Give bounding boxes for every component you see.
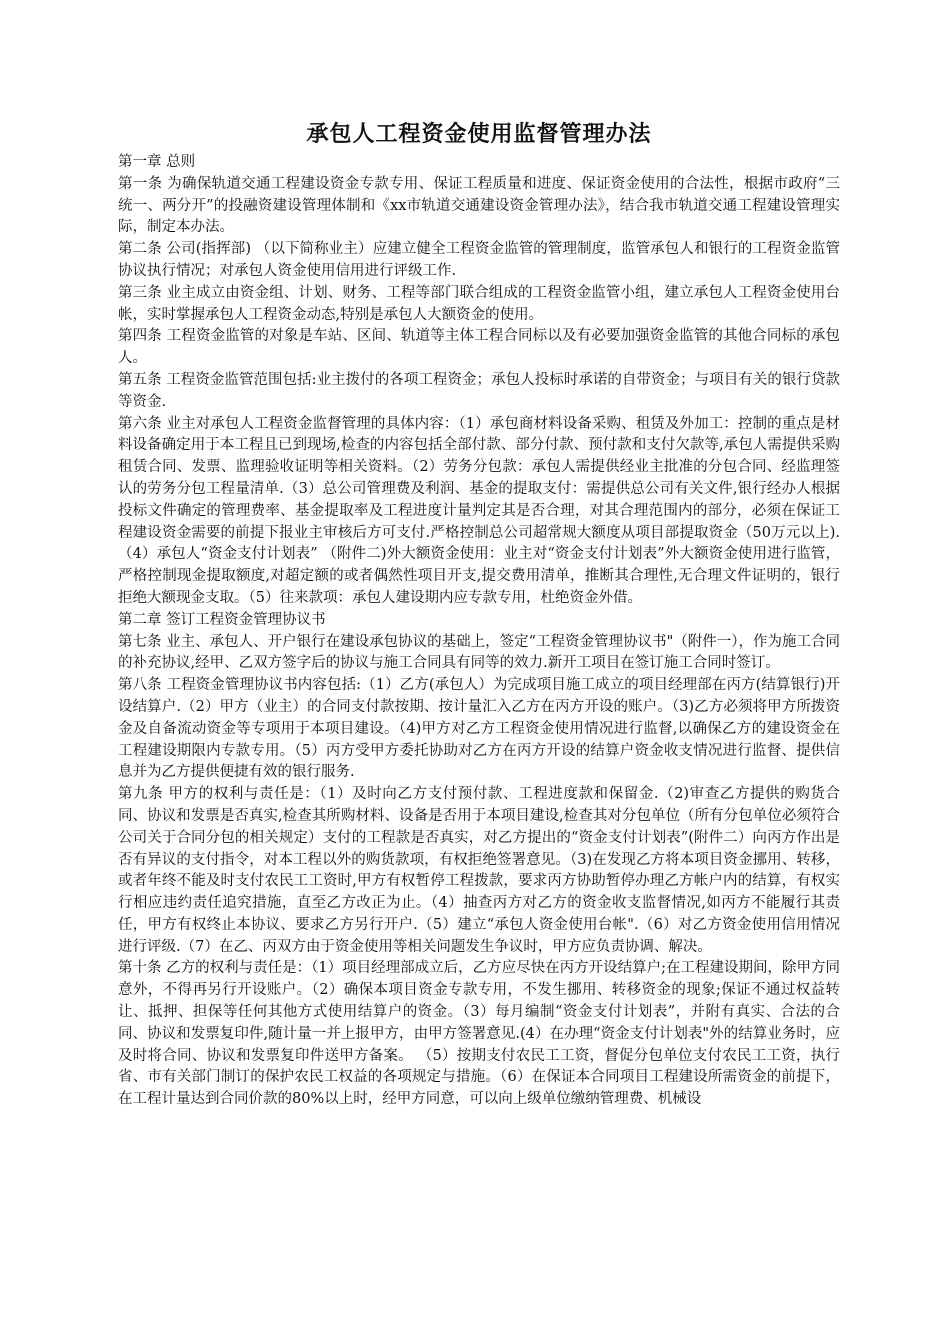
document-page — [118, 118, 840, 1111]
article-paragraph: 第九条 甲方的权利与责任是：（1）及时向乙方支付预付款、工程进度款和保留金.（2)审查乙方提供的购货合同、协议和发票是否真实,检查其所购材料、设备是否用于本项目建设,检查其对分包单位（所有分包单位必须符合公司关于合同分包的相关规定）支付的工程款是否真实，对乙方提出的“资金支付计划表”(附件二）向丙方作出是否有异议的支付指令，对本工程以外的购货款项，有权拒绝签署意见。（3)在发现乙方将本项目资金挪用、转移，或者年终不能及时支付农民工工资时,甲方有权暂停工程拨款，要求丙方协助暂停办理乙方帐户内的结算，有权实行相应违约责任追究措施，直至乙方改正为止。（4）抽查丙方对乙方的资金收支监督情况,如丙方不能履行其责任，甲方有权终止本协议、要求乙方另行开户.（5）建立“承包人资金使用台帐".（6）对乙方资金使用信用情况进行评级.（7）在乙、丙双方由于资金使用等相关问题发生争议时，甲方应负责协调、解决。 — [118, 786, 840, 955]
document-body — [118, 152, 840, 1111]
article-paragraph: 第七条 业主、承包人、开户银行在建设承包协议的基础上，签定“工程资金管理协议书"（附件一），作为施工合同的补充协议,经甲、乙双方签字后的协议与施工合同具有同等的效力.新开工项目在签订施工合同时签订。 — [118, 633, 840, 672]
article-paragraph: 第五条 工程资金监管范围包括:业主拨付的各项工程资金；承包人投标时承诺的自带资金；与项目有关的银行贷款等资金. — [118, 371, 840, 410]
article-paragraph: 第二条 公司(指挥部) （以下简称业主）应建立健全工程资金监管的管理制度，监管承包人和银行的工程资金监管协议执行情况；对承包人资金使用信用进行评级工作. — [118, 241, 840, 279]
document-title: 承包人工程资金使用监督管理办法 — [306, 121, 652, 147]
article-paragraph: 第六条 业主对承包人工程资金监督管理的具体内容：（1）承包商材料设备采购、租赁及外加工：控制的重点是材料设备确定用于本工程且已到现场,检查的内容包括全部付款、部分付款、预付款和支付欠款等,承包人需提供采购租赁合同、发票、监理验收证明等相关资料。（2）劳务分包款：承包人需提供经业主批准的分包合同、经监理签认的劳务分包工程量清单.（3）总公司管理费及利润、基金的提取支付：需提供总公司有关文件,银行经办人根据投标文件确定的管理费率、基金提取率及工程进度计量判定其是否合理，对其合理范围内的部分，必须在保证工程建设资金需要的前提下报业主审核后方可支付.严格控制总公司超常规大额度从项目部提取资金（50万元以上).（4）承包人“资金支付计划表” （附件二)外大额资金使用：业主对“资金支付计划表”外大额资金使用进行监管，严格控制现金提取额度,对超定额的或者偶然性项目开支,提交费用清单，推断其合理性,无合理文件证明的，银行拒绝大额现金支取。（5）往来款项：承包人建设期内应专款专用，杜绝资金外借。 — [118, 415, 840, 606]
article-paragraph: 第四条 工程资金监管的对象是车站、区间、轨道等主体工程合同标以及有必要加强资金监管的其他合同标的承包人。 — [118, 328, 840, 367]
article-paragraph: 第十条 乙方的权利与责任是：（1）项目经理部成立后，乙方应尽快在丙方开设结算户;在工程建设期间，除甲方同意外，不得再另行开设账户。（2）确保本项目资金专款专用，不发生挪用、转移资金的现象;保证不通过权益转让、抵押、担保等任何其他方式使用结算户的资金。（3）每月编制“资金支付计划表”，并附有真实、合法的合同、协议和发票复印件,随计量一并上报甲方，由甲方签署意见.(4）在办理“资金支付计划表"外的结算业务时，应及时将合同、协议和发票复印件送甲方备案。 （5）按期支付农民工工资，督促分包单位支付农民工工资，执行省、市有关部门制订的保护农民工权益的各项规定与措施。（6）在保证本合同项目工程建设所需资金的前提下，在工程计量达到合同价款的80%以上时，经甲方同意，可以向上级单位缴纳管理费、机械设 — [118, 960, 840, 1108]
article-paragraph: 第三条 业主成立由资金组、计划、财务、工程等部门联合组成的工程资金监管小组，建立承包人工程资金使用台帐，实时掌握承包人工程资金动态,特别是承包人大额资金的使用。 — [118, 284, 840, 323]
article-paragraph: 第八条 工程资金管理协议书内容包括:（1）乙方(承包人）为完成项目施工成立的项目经理部在丙方(结算银行)开设结算户.（2）甲方（业主）的合同支付款按期、按计量汇入乙方在丙方开设的账户。（3)乙方必须将甲方所拨资金及自备流动资金等专项用于本项目建设。（4)甲方对乙方工程资金使用情况进行监督,以确保乙方的建设资金在工程建设期限内专款专用。（5）丙方受甲方委托协助对乙方在丙方开设的结算户资金收支情况进行监督、提供信息并为乙方提供便捷有效的银行服务. — [118, 677, 840, 781]
chapter-heading: 第二章 签订工程资金管理协议书 — [118, 611, 326, 628]
chapter-heading: 第一章 总则 — [118, 154, 196, 170]
article-paragraph: 第一条 为确保轨道交通工程建设资金专款专用、保证工程质量和进度、保证资金使用的合法性，根据市政府“三统一、两分开”的投融资建设管理体制和《xx市轨道交通建设资金管理办法》，结合我市轨道交通工程建设管理实际，制定本办法。 — [118, 175, 840, 236]
